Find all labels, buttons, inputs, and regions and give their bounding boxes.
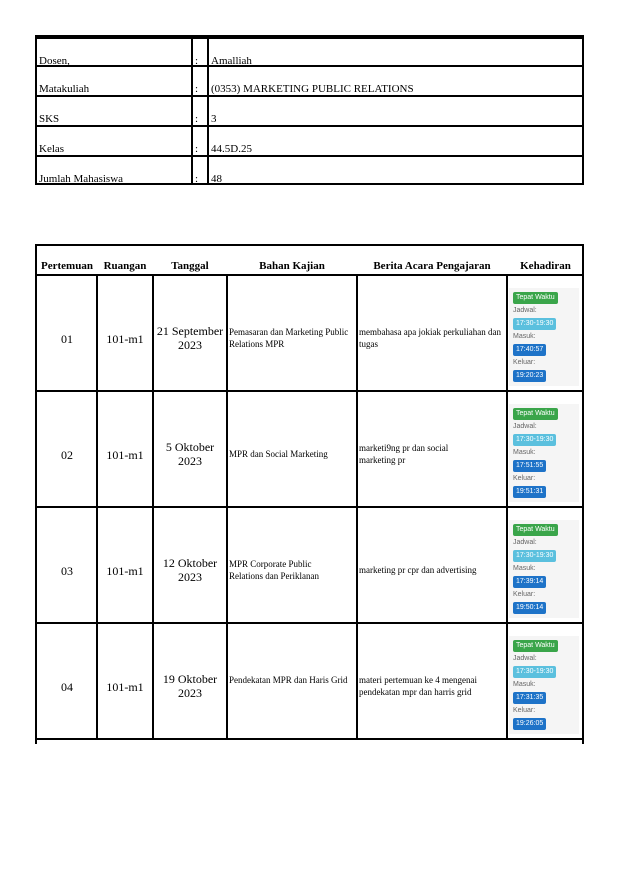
header-bahan: Bahan Kajian	[259, 260, 325, 272]
bahan-kajian: Pemasaran dan Marketing Public Relations MPR	[229, 327, 349, 349]
info-row-jumlah	[37, 155, 582, 187]
room: 101-m1	[106, 680, 144, 694]
info-label: Dosen,	[39, 55, 70, 67]
header-kehadiran: Kehadiran	[520, 260, 571, 272]
date	[153, 672, 227, 700]
status-badge: Tepat Waktu	[513, 292, 558, 304]
keluar-label: Keluar:	[513, 591, 536, 598]
row-line	[35, 390, 584, 392]
date-line: 5 Oktober	[165, 440, 215, 454]
attendance-card	[509, 520, 579, 618]
jadwal-badge: 17:30-19:30	[513, 666, 556, 678]
keluar-label: Keluar:	[513, 707, 536, 714]
column-line	[582, 244, 584, 744]
info-value: (0353) MARKETING PUBLIC RELATIONS	[211, 83, 414, 95]
info-label: SKS	[39, 113, 60, 125]
bahan-kajian: MPR dan Social Marketing	[229, 449, 328, 459]
masuk-badge: 17:31:35	[513, 692, 546, 704]
row-line	[35, 622, 584, 624]
jadwal-badge: 17:30-19:30	[513, 550, 556, 562]
row-line	[35, 506, 584, 508]
meeting-number: 03	[61, 564, 73, 578]
keluar-badge: 19:20:23	[513, 370, 546, 382]
keluar-badge: 19:50:14	[513, 602, 546, 614]
jadwal-label: Jadwal:	[513, 423, 537, 430]
header-tanggal: Tanggal	[171, 260, 209, 272]
date-line: 2023	[178, 686, 202, 700]
info-label: Jumlah Mahasiswa	[39, 173, 124, 185]
info-value: 44.5D.25	[211, 143, 252, 155]
date	[153, 324, 227, 352]
header-berita: Berita Acara Pengajaran	[373, 260, 491, 272]
jadwal-label: Jadwal:	[513, 655, 537, 662]
jadwal-badge: 17:30-19:30	[513, 434, 556, 446]
meeting-number: 04	[61, 680, 73, 694]
course-info-table	[35, 35, 584, 185]
masuk-badge: 17:51:55	[513, 460, 546, 472]
schedule-table	[35, 244, 584, 744]
info-value: 3	[211, 113, 217, 125]
table-border	[35, 244, 584, 246]
date-line: 2023	[178, 454, 202, 468]
room: 101-m1	[106, 564, 144, 578]
date-line: 21 September	[156, 324, 224, 338]
column-line	[35, 244, 37, 744]
room: 101-m1	[106, 448, 144, 462]
info-row-sks	[37, 95, 582, 127]
masuk-label: Masuk:	[513, 681, 536, 688]
masuk-badge: 17:39:14	[513, 576, 546, 588]
info-value: 48	[211, 173, 222, 185]
date	[153, 440, 227, 468]
masuk-badge: 17:40:57	[513, 344, 546, 356]
masuk-label: Masuk:	[513, 449, 536, 456]
date-line: 2023	[178, 570, 202, 584]
info-row-kelas	[37, 125, 582, 157]
status-badge: Tepat Waktu	[513, 524, 558, 536]
header-ruangan: Ruangan	[103, 260, 147, 272]
jadwal-label: Jadwal:	[513, 539, 537, 546]
info-sep: :	[195, 113, 199, 125]
info-row-matakuliah	[37, 65, 582, 97]
jadwal-label: Jadwal:	[513, 307, 537, 314]
row-line	[35, 738, 584, 740]
info-sep: :	[195, 83, 199, 95]
bahan-kajian: MPR Corporate Public Relations dan Periklanan	[229, 559, 319, 581]
room: 101-m1	[106, 332, 144, 346]
info-sep: :	[195, 173, 199, 185]
date-line: 2023	[178, 338, 202, 352]
berita-acara: membahasa apa jokiak perkuliahan dan tugas	[359, 327, 501, 349]
bahan-kajian: Pendekatan MPR dan Haris Grid	[229, 675, 348, 685]
attendance-card	[509, 404, 579, 502]
header-pertemuan: Pertemuan	[41, 260, 93, 272]
date-line: 12 Oktober	[162, 556, 218, 570]
info-sep: :	[195, 55, 199, 67]
table-border	[35, 274, 584, 276]
berita-acara: marketing pr cpr dan advertising	[359, 565, 477, 575]
attendance-card	[509, 636, 579, 734]
berita-acara: materi pertemuan ke 4 mengenai pendekatan mpr dan harris grid	[359, 675, 477, 697]
info-label: Kelas	[39, 143, 65, 155]
keluar-badge: 19:26:05	[513, 718, 546, 730]
attendance-card	[509, 288, 579, 386]
info-label: Matakuliah	[39, 83, 90, 95]
info-sep: :	[195, 143, 199, 155]
jadwal-badge: 17:30-19:30	[513, 318, 556, 330]
meeting-number: 02	[61, 448, 73, 462]
keluar-label: Keluar:	[513, 359, 536, 366]
masuk-label: Masuk:	[513, 333, 536, 340]
status-badge: Tepat Waktu	[513, 408, 558, 420]
date	[153, 556, 227, 584]
meeting-number: 01	[61, 332, 73, 346]
date-line: 19 Oktober	[162, 672, 218, 686]
keluar-badge: 19:51:31	[513, 486, 546, 498]
keluar-label: Keluar:	[513, 475, 536, 482]
status-badge: Tepat Waktu	[513, 640, 558, 652]
masuk-label: Masuk:	[513, 565, 536, 572]
berita-acara: marketi9ng pr dan social marketing pr	[359, 443, 449, 465]
info-value: Amalliah	[211, 55, 252, 67]
